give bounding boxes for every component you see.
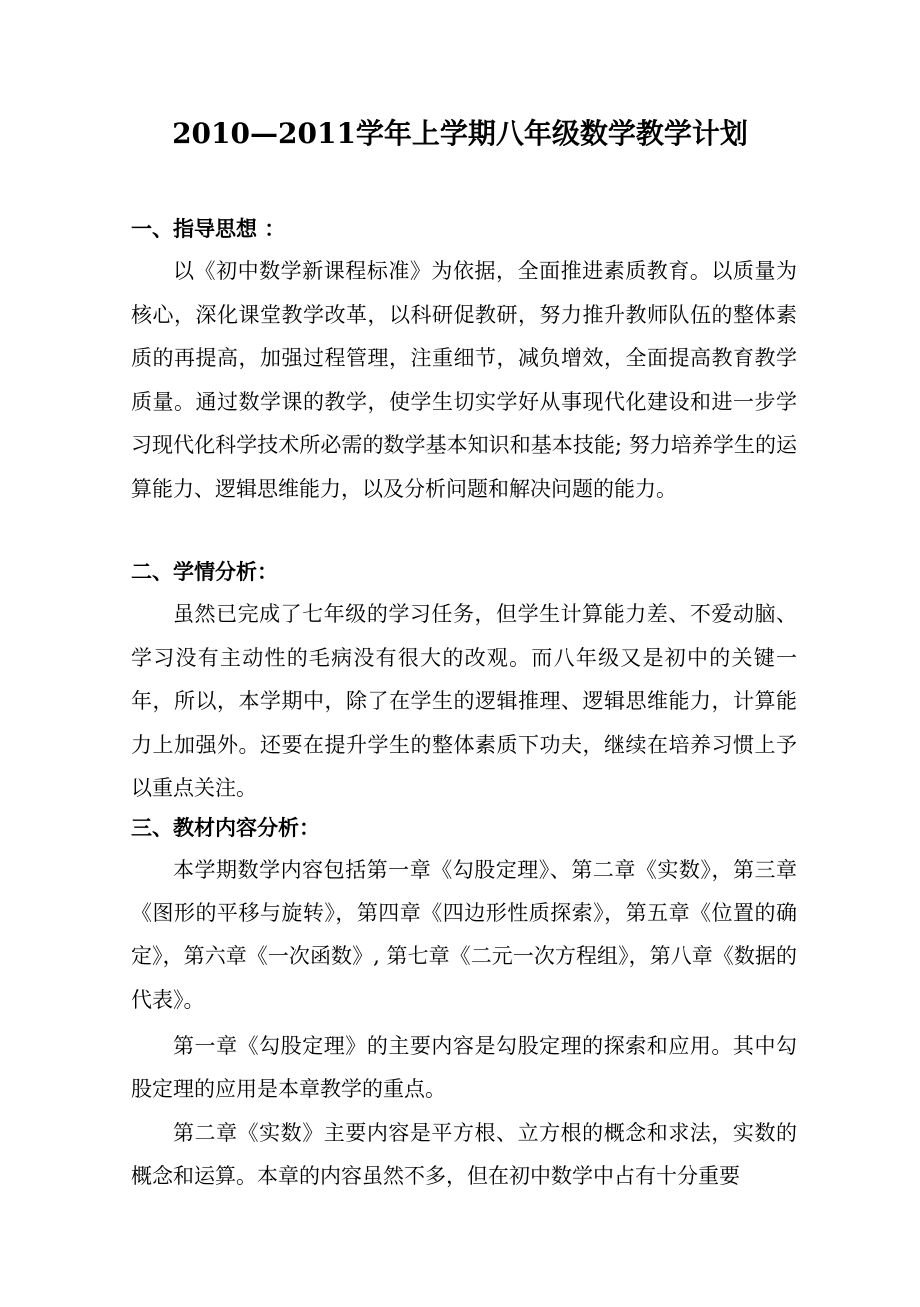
- section-heading-student-analysis: 二、学情分析：: [131, 559, 278, 584]
- section-paragraph: 第二章《实数》主要内容是平方根、立方根的概念和求法，实数的概念和运算。本章的内容虽然不多，但在初中数学中占有十分重要: [131, 1121, 797, 1189]
- section-paragraph: 以《初中数学新课程标准》为依据，全面推进素质教育。以质量为核心，深化课堂教学改革，以科研促教研，努力推升教师队伍的整体素质的再提高，加强过程管理，注重细节，减负增效，全面提高教育教学质量。通过数学课的教学，使学生切实学好从事现代化建设和进一步学习现代化科学技术所必需的数学基本知识和基本技能; 努力培养学生的运算能力、逻辑思维能力，以及分析问题和解决问题的能力。: [131, 259, 797, 501]
- section-paragraph: 本学期数学内容包括第一章《勾股定理》、第二章《实数》，第三章《图形的平移与旋转》，第四章《四边形性质探索》，第五章《位置的确定》，第六章《一次函数》, 第七章《二元一次方程组》，第八章《数据的代表》。: [131, 858, 797, 1012]
- section-paragraph: 第一章《勾股定理》的主要内容是勾股定理的探索和应用。其中勾股定理的应用是本章教学的重点。: [131, 1034, 797, 1102]
- section-heading-textbook-analysis: 三、教材内容分析：: [131, 815, 320, 840]
- section-heading-guiding-ideology: 一、指导思想 ：: [131, 216, 286, 241]
- section-paragraph: 虽然已完成了七年级的学习任务，但学生计算能力差、不爱动脑、学习没有主动性的毛病没有很大的改观。而八年级又是初中的关键一年，所以，本学期中，除了在学生的逻辑推理、逻辑思维能力，计算能力上加强外。还要在提升学生的整体素质下功夫，继续在培养习惯上予以重点关注。: [131, 602, 797, 801]
- document-title: 2010—2011学年上学期八年级数学教学计划: [172, 117, 748, 150]
